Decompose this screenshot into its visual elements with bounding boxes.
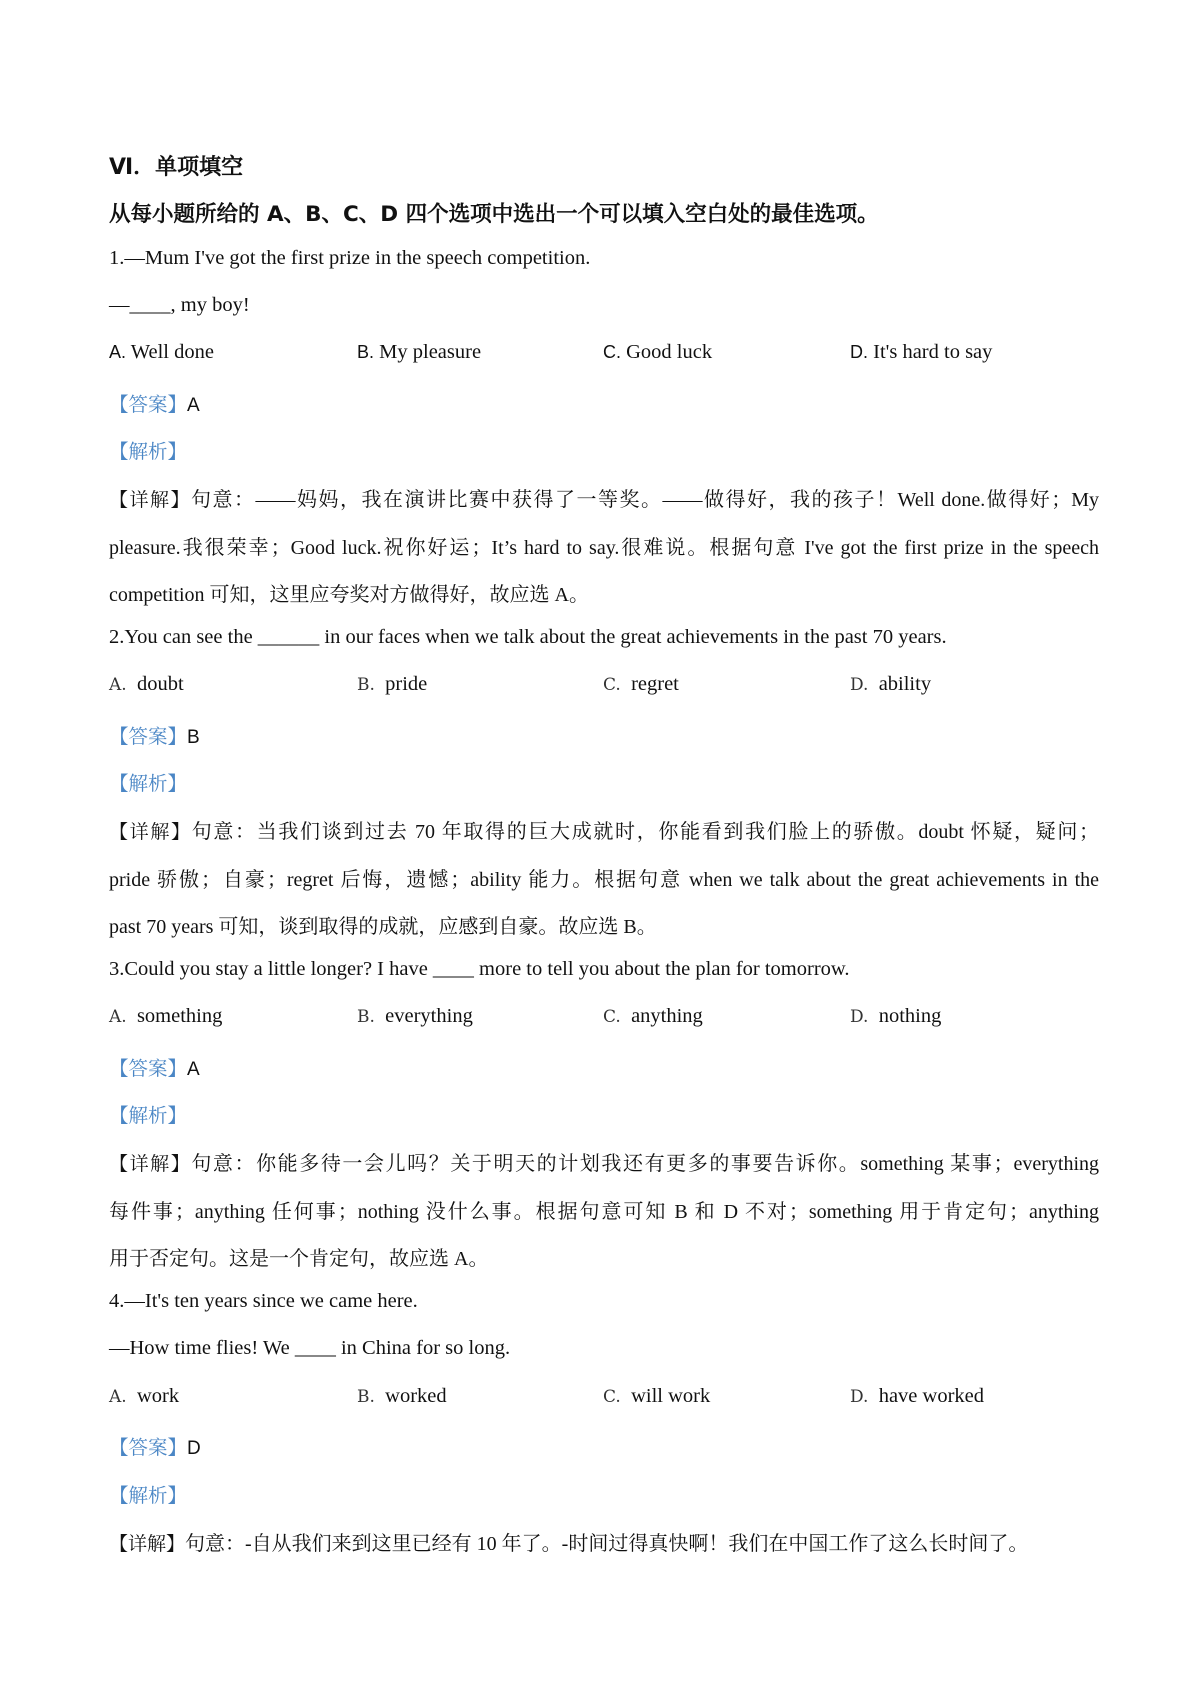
- question-stem: —How time flies! We ____ in China for so long.: [109, 1337, 511, 1359]
- option-text: Well done: [130, 341, 214, 363]
- answer-line: [109, 1432, 201, 1460]
- option-letter: A.: [109, 1007, 127, 1027]
- section-title: Ⅵ．单项填空: [109, 155, 244, 180]
- option-letter: D.: [850, 342, 868, 362]
- option-letter: A.: [109, 342, 127, 362]
- option-text: work: [136, 1385, 180, 1407]
- answer-label: 【答案】: [109, 725, 188, 748]
- option-c: [603, 1005, 703, 1028]
- answer-line: [109, 1053, 200, 1081]
- option-letter: C.: [603, 1387, 621, 1407]
- option-text: doubt: [136, 673, 184, 695]
- detail-label: 【详解】: [109, 489, 192, 511]
- option-text: Good luck: [626, 341, 713, 363]
- detail-line: past 70 years 可知，谈到取得的成就，应感到自豪。故应选 B。: [109, 916, 657, 938]
- option-c: [603, 1385, 710, 1408]
- detail-text: 句意：——妈妈，我在演讲比赛中获得了一等奖。——做得好，我的孩子！Well done.做得好；My: [191, 489, 1099, 511]
- option-text: It's hard to say: [873, 341, 993, 363]
- detail-line: competition 可知，这里应夸奖对方做得好，故应选 A。: [109, 584, 589, 606]
- option-b: [357, 1385, 447, 1408]
- detail-text: 句意：-自从我们来到这里已经有 10 年了。-时间过得真快啊！我们在中国工作了这么长时间了。: [185, 1533, 1029, 1555]
- detail-label: 【详解】: [109, 821, 192, 843]
- option-letter: C.: [603, 1007, 621, 1027]
- option-letter: A.: [109, 1387, 127, 1407]
- detail-label: 【详解】: [109, 1153, 192, 1175]
- option-text: regret: [631, 673, 679, 695]
- option-text: My pleasure: [379, 341, 482, 363]
- option-d: [850, 1005, 941, 1028]
- option-a: [109, 1385, 179, 1408]
- option-a: [109, 1005, 222, 1028]
- answer-label: 【答案】: [109, 1436, 188, 1459]
- option-text: will work: [631, 1385, 711, 1407]
- analysis-label: 【解析】: [109, 440, 188, 463]
- option-text: ability: [878, 673, 932, 695]
- detail-text: 句意：你能多待一会儿吗？关于明天的计划我还有更多的事要告诉你。something 某事；everything: [191, 1153, 1099, 1175]
- option-letter: D.: [850, 1387, 869, 1407]
- answer-value: B: [187, 727, 200, 748]
- option-text: have worked: [878, 1385, 984, 1407]
- option-d: [850, 673, 931, 696]
- option-a: [109, 341, 214, 364]
- question-stem: 2.You can see the ______ in our faces when we talk about the great achievements in the past 70 years.: [109, 626, 947, 648]
- option-letter: B.: [357, 342, 375, 362]
- answer-line: [109, 389, 200, 417]
- option-c: [603, 673, 679, 696]
- option-letter: C.: [603, 675, 621, 695]
- answer-label: 【答案】: [109, 1057, 188, 1080]
- detail-line: pleasure.我很荣幸；Good luck.祝你好运；It’s hard to say.很难说。根据句意 I've got the first prize in the speech: [109, 537, 1099, 559]
- detail-label: 【详解】: [109, 1533, 186, 1555]
- option-b: [357, 341, 481, 364]
- option-text: something: [136, 1005, 223, 1027]
- answer-value: D: [187, 1438, 201, 1459]
- detail-line: [109, 483, 1099, 512]
- analysis-line: [109, 436, 187, 464]
- option-letter: B.: [357, 1007, 375, 1027]
- option-text: worked: [385, 1385, 447, 1407]
- option-letter: D.: [850, 1007, 869, 1027]
- analysis-label: 【解析】: [109, 1484, 188, 1507]
- option-letter: C.: [603, 342, 621, 362]
- answer-value: A: [187, 395, 200, 416]
- option-text: nothing: [878, 1005, 942, 1027]
- option-letter: B.: [357, 1387, 375, 1407]
- question-stem: 3.Could you stay a little longer? I have ____ more to tell you about the plan for tomorrow.: [109, 958, 850, 980]
- option-b: [357, 1005, 473, 1028]
- option-text: anything: [631, 1005, 703, 1027]
- answer-value: A: [187, 1059, 200, 1080]
- detail-line: [109, 1147, 1099, 1176]
- detail-line: pride 骄傲；自豪；regret 后悔，遗憾；ability 能力。根据句意 when we talk about the great achievements in the: [109, 869, 1099, 891]
- detail-text: 句意：当我们谈到过去 70 年取得的巨大成就时，你能看到我们脸上的骄傲。doubt 怀疑，疑问；: [191, 821, 1099, 843]
- analysis-line: [109, 768, 187, 796]
- analysis-label: 【解析】: [109, 1104, 188, 1127]
- option-a: [109, 673, 184, 696]
- answer-line: [109, 721, 200, 749]
- option-d: [850, 1385, 984, 1408]
- option-c: [603, 341, 712, 364]
- analysis-line: [109, 1100, 187, 1128]
- option-b: [357, 673, 427, 696]
- detail-line: 用于否定句。这是一个肯定句，故应选 A。: [109, 1248, 489, 1270]
- instructions: 从每小题所给的 A、B、C、D 四个选项中选出一个可以填入空白处的最佳选项。: [109, 202, 879, 227]
- detail-line: [109, 815, 1099, 844]
- analysis-label: 【解析】: [109, 772, 188, 795]
- option-letter: D.: [850, 675, 869, 695]
- option-text: pride: [385, 673, 428, 695]
- option-d: [850, 341, 992, 364]
- question-stem: 1.—Mum I've got the first prize in the speech competition.: [109, 247, 591, 269]
- option-text: everything: [385, 1005, 473, 1027]
- detail-line: 每件事；anything 任何事；nothing 没什么事。根据句意可知 B 和 D 不对；something 用于肯定句；anything: [109, 1201, 1099, 1223]
- answer-label: 【答案】: [109, 393, 188, 416]
- detail-line: [109, 1527, 1028, 1556]
- analysis-line: [109, 1480, 187, 1508]
- option-letter: A.: [109, 675, 127, 695]
- question-stem: —____, my boy!: [109, 294, 250, 316]
- question-stem: 4.—It's ten years since we came here.: [109, 1290, 418, 1312]
- option-letter: B.: [357, 675, 375, 695]
